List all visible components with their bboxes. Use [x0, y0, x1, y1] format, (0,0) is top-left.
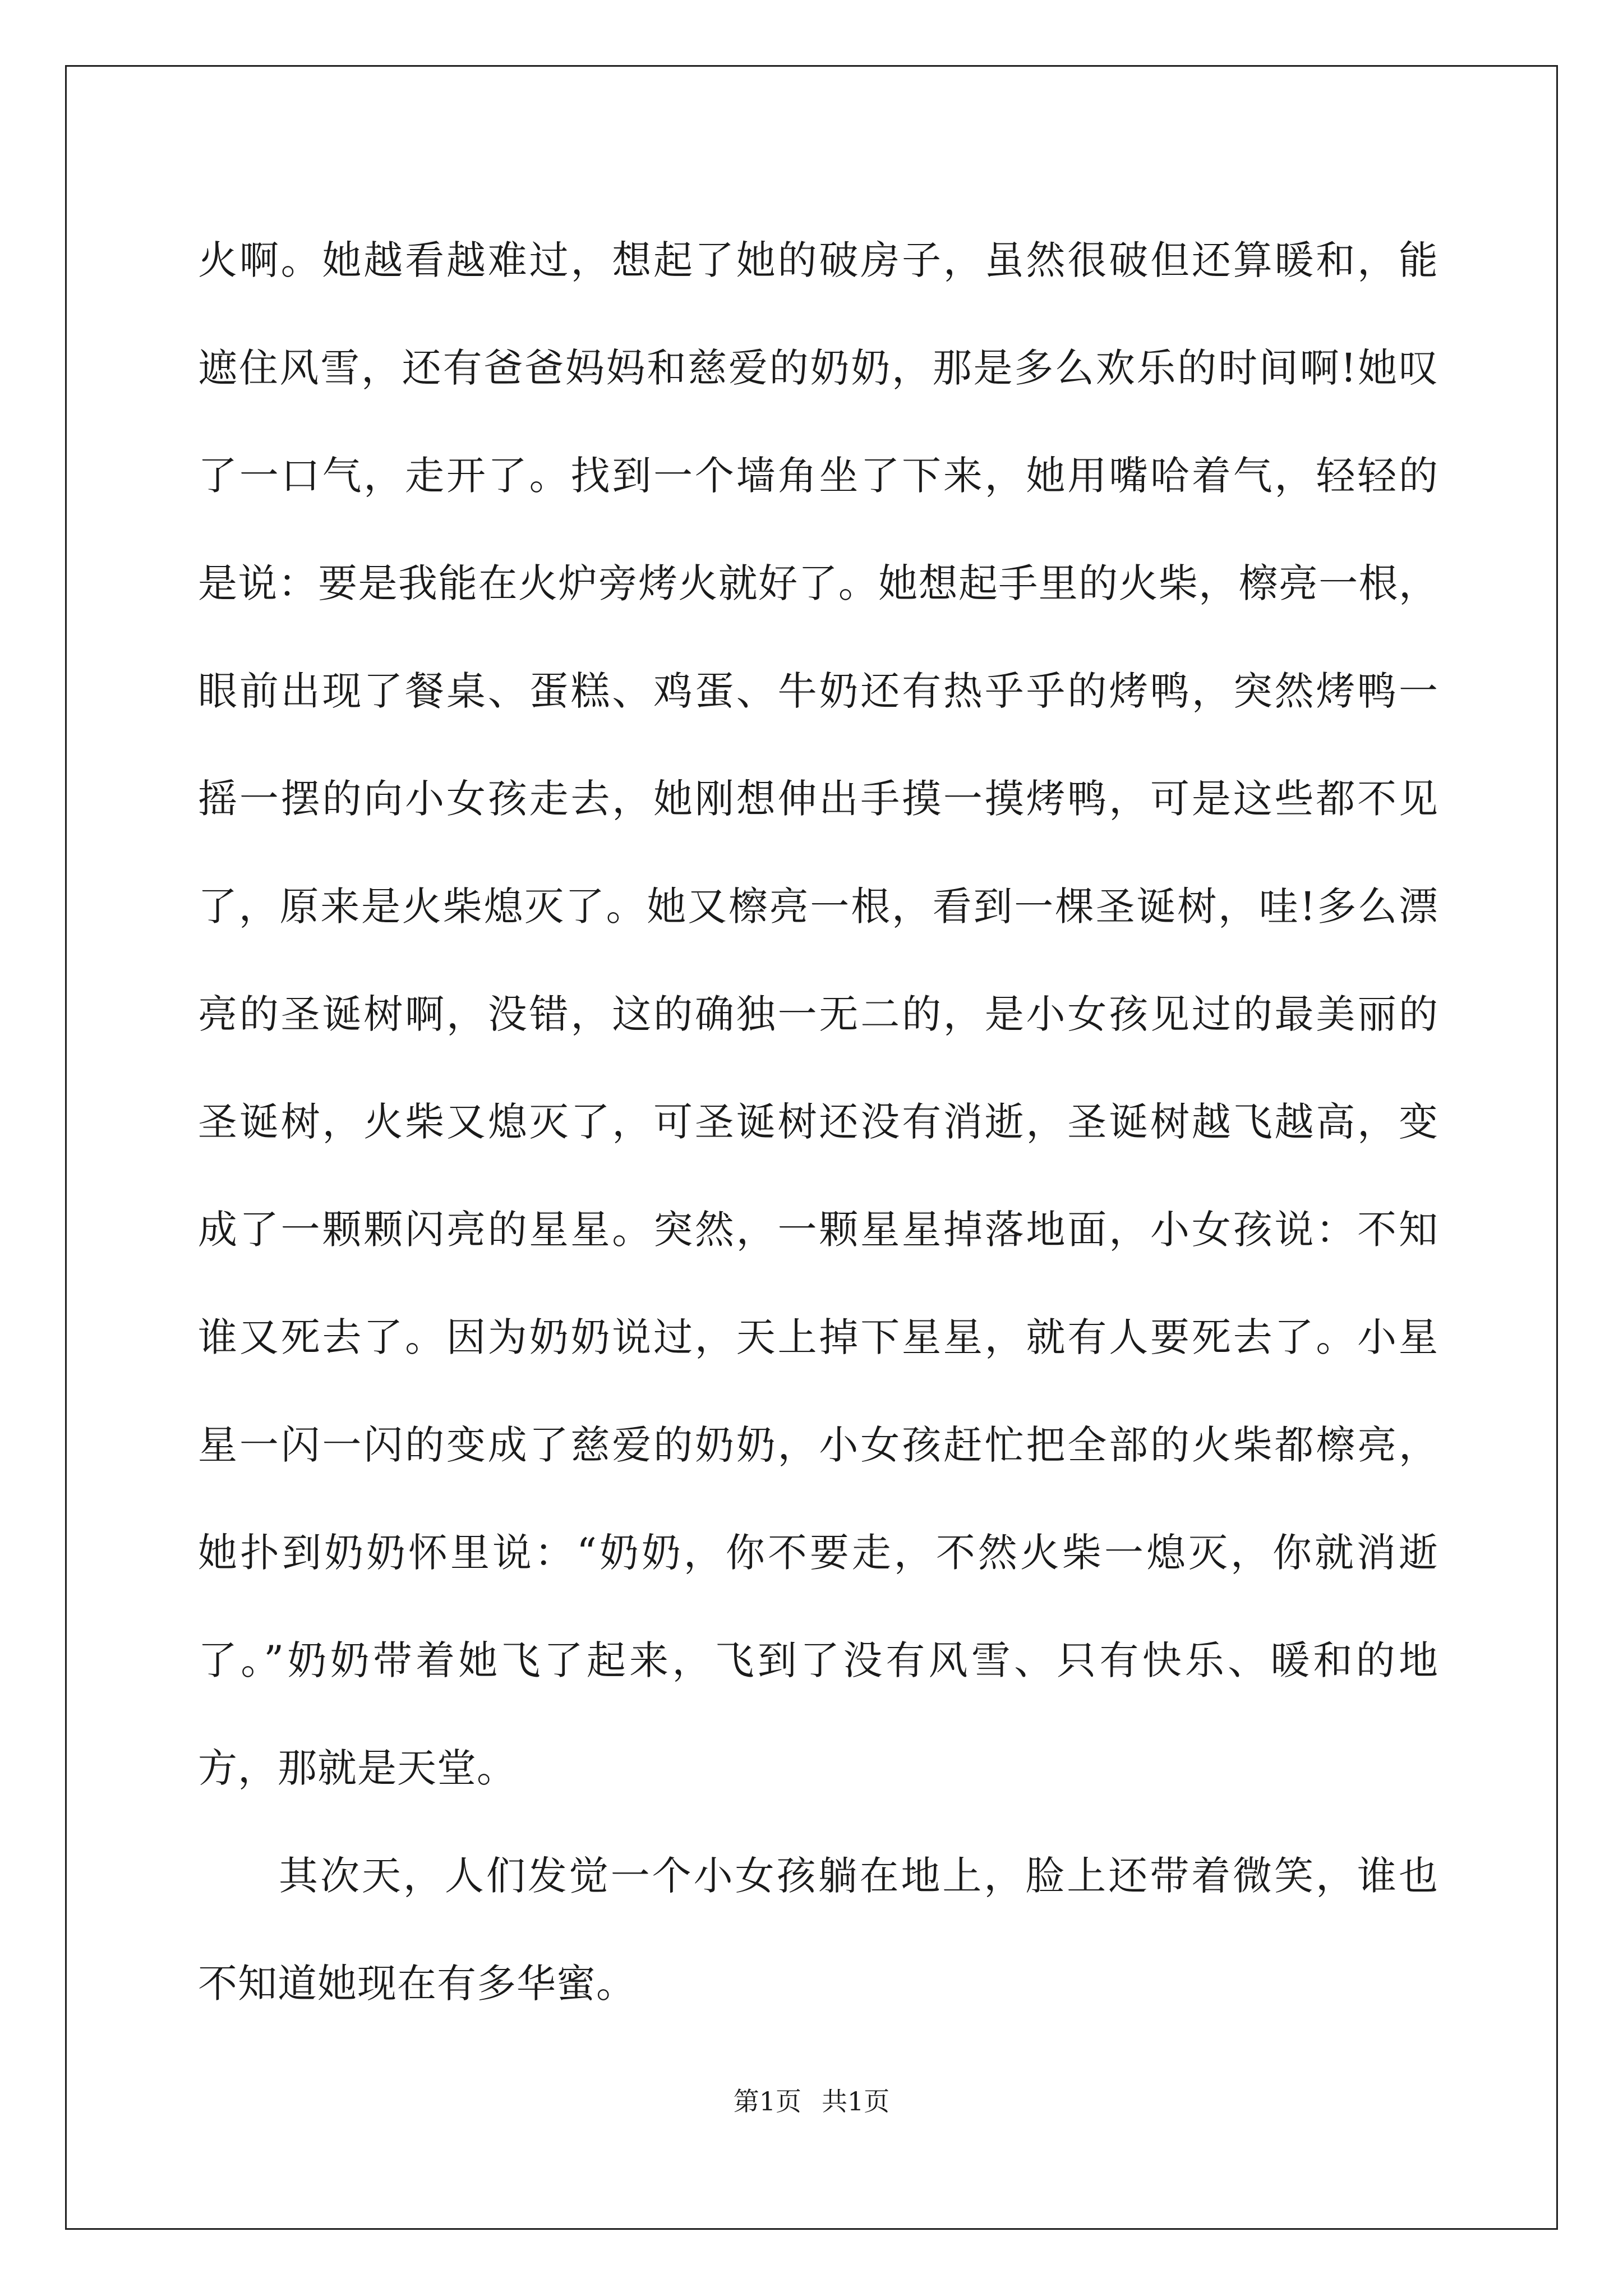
text-line: 其次天，人们发觉一个小女孩躺在地上，脸上还带着微笑，谁也 [279, 1853, 1438, 1899]
text-line: 亮的圣诞树啊，没错，这的确独一无二的，是小女孩见过的最美丽的 [198, 991, 1438, 1037]
text-line: 方，那就是天堂。 [198, 1745, 517, 1791]
text-line: 不知道她现在有多华蜜。 [198, 1961, 636, 2007]
text-line: 了。”奶奶带着她飞了起来，飞到了没有风雪、只有快乐、暖和的地 [198, 1637, 1438, 1683]
text-line: 眼前出现了餐桌、蛋糕、鸡蛋、牛奶还有热乎乎的烤鸭，突然烤鸭一 [198, 668, 1438, 714]
text-line: 摇一摆的向小女孩走去，她刚想伸出手摸一摸烤鸭，可是这些都不见 [198, 776, 1438, 822]
text-line: 火啊。她越看越难过，想起了她的破房子，虽然很破但还算暖和，能 [198, 237, 1438, 283]
text-line: 圣诞树，火柴又熄灭了，可圣诞树还没有消逝，圣诞树越飞越高，变 [198, 1099, 1438, 1145]
text-line: 了一口气，走开了。找到一个墙角坐了下来，她用嘴哈着气，轻轻的 [198, 453, 1438, 499]
page-total: 共1页 [822, 2086, 890, 2116]
page-footer [0, 2085, 1623, 2118]
document-body [198, 206, 1438, 2037]
text-line: 是说：要是我能在火炉旁烤火就好了。她想起手里的火柴，檫亮一根， [198, 560, 1438, 606]
text-line: 她扑到奶奶怀里说：“奶奶，你不要走，不然火柴一熄灭，你就消逝 [198, 1530, 1438, 1576]
text-line: 谁又死去了。因为奶奶说过，天上掉下星星，就有人要死去了。小星 [198, 1314, 1438, 1360]
text-line: 星一闪一闪的变成了慈爱的奶奶，小女孩赶忙把全部的火柴都檫亮， [198, 1422, 1438, 1468]
text-line: 成了一颗颗闪亮的星星。突然，一颗星星掉落地面，小女孩说：不知 [198, 1207, 1438, 1253]
page-number: 第1页 [733, 2086, 801, 2116]
text-line: 了，原来是火柴熄灭了。她又檫亮一根，看到一棵圣诞树，哇!多么漂 [198, 884, 1438, 930]
text-line: 遮住风雪，还有爸爸妈妈和慈爱的奶奶，那是多么欢乐的时间啊!她叹 [198, 345, 1438, 391]
